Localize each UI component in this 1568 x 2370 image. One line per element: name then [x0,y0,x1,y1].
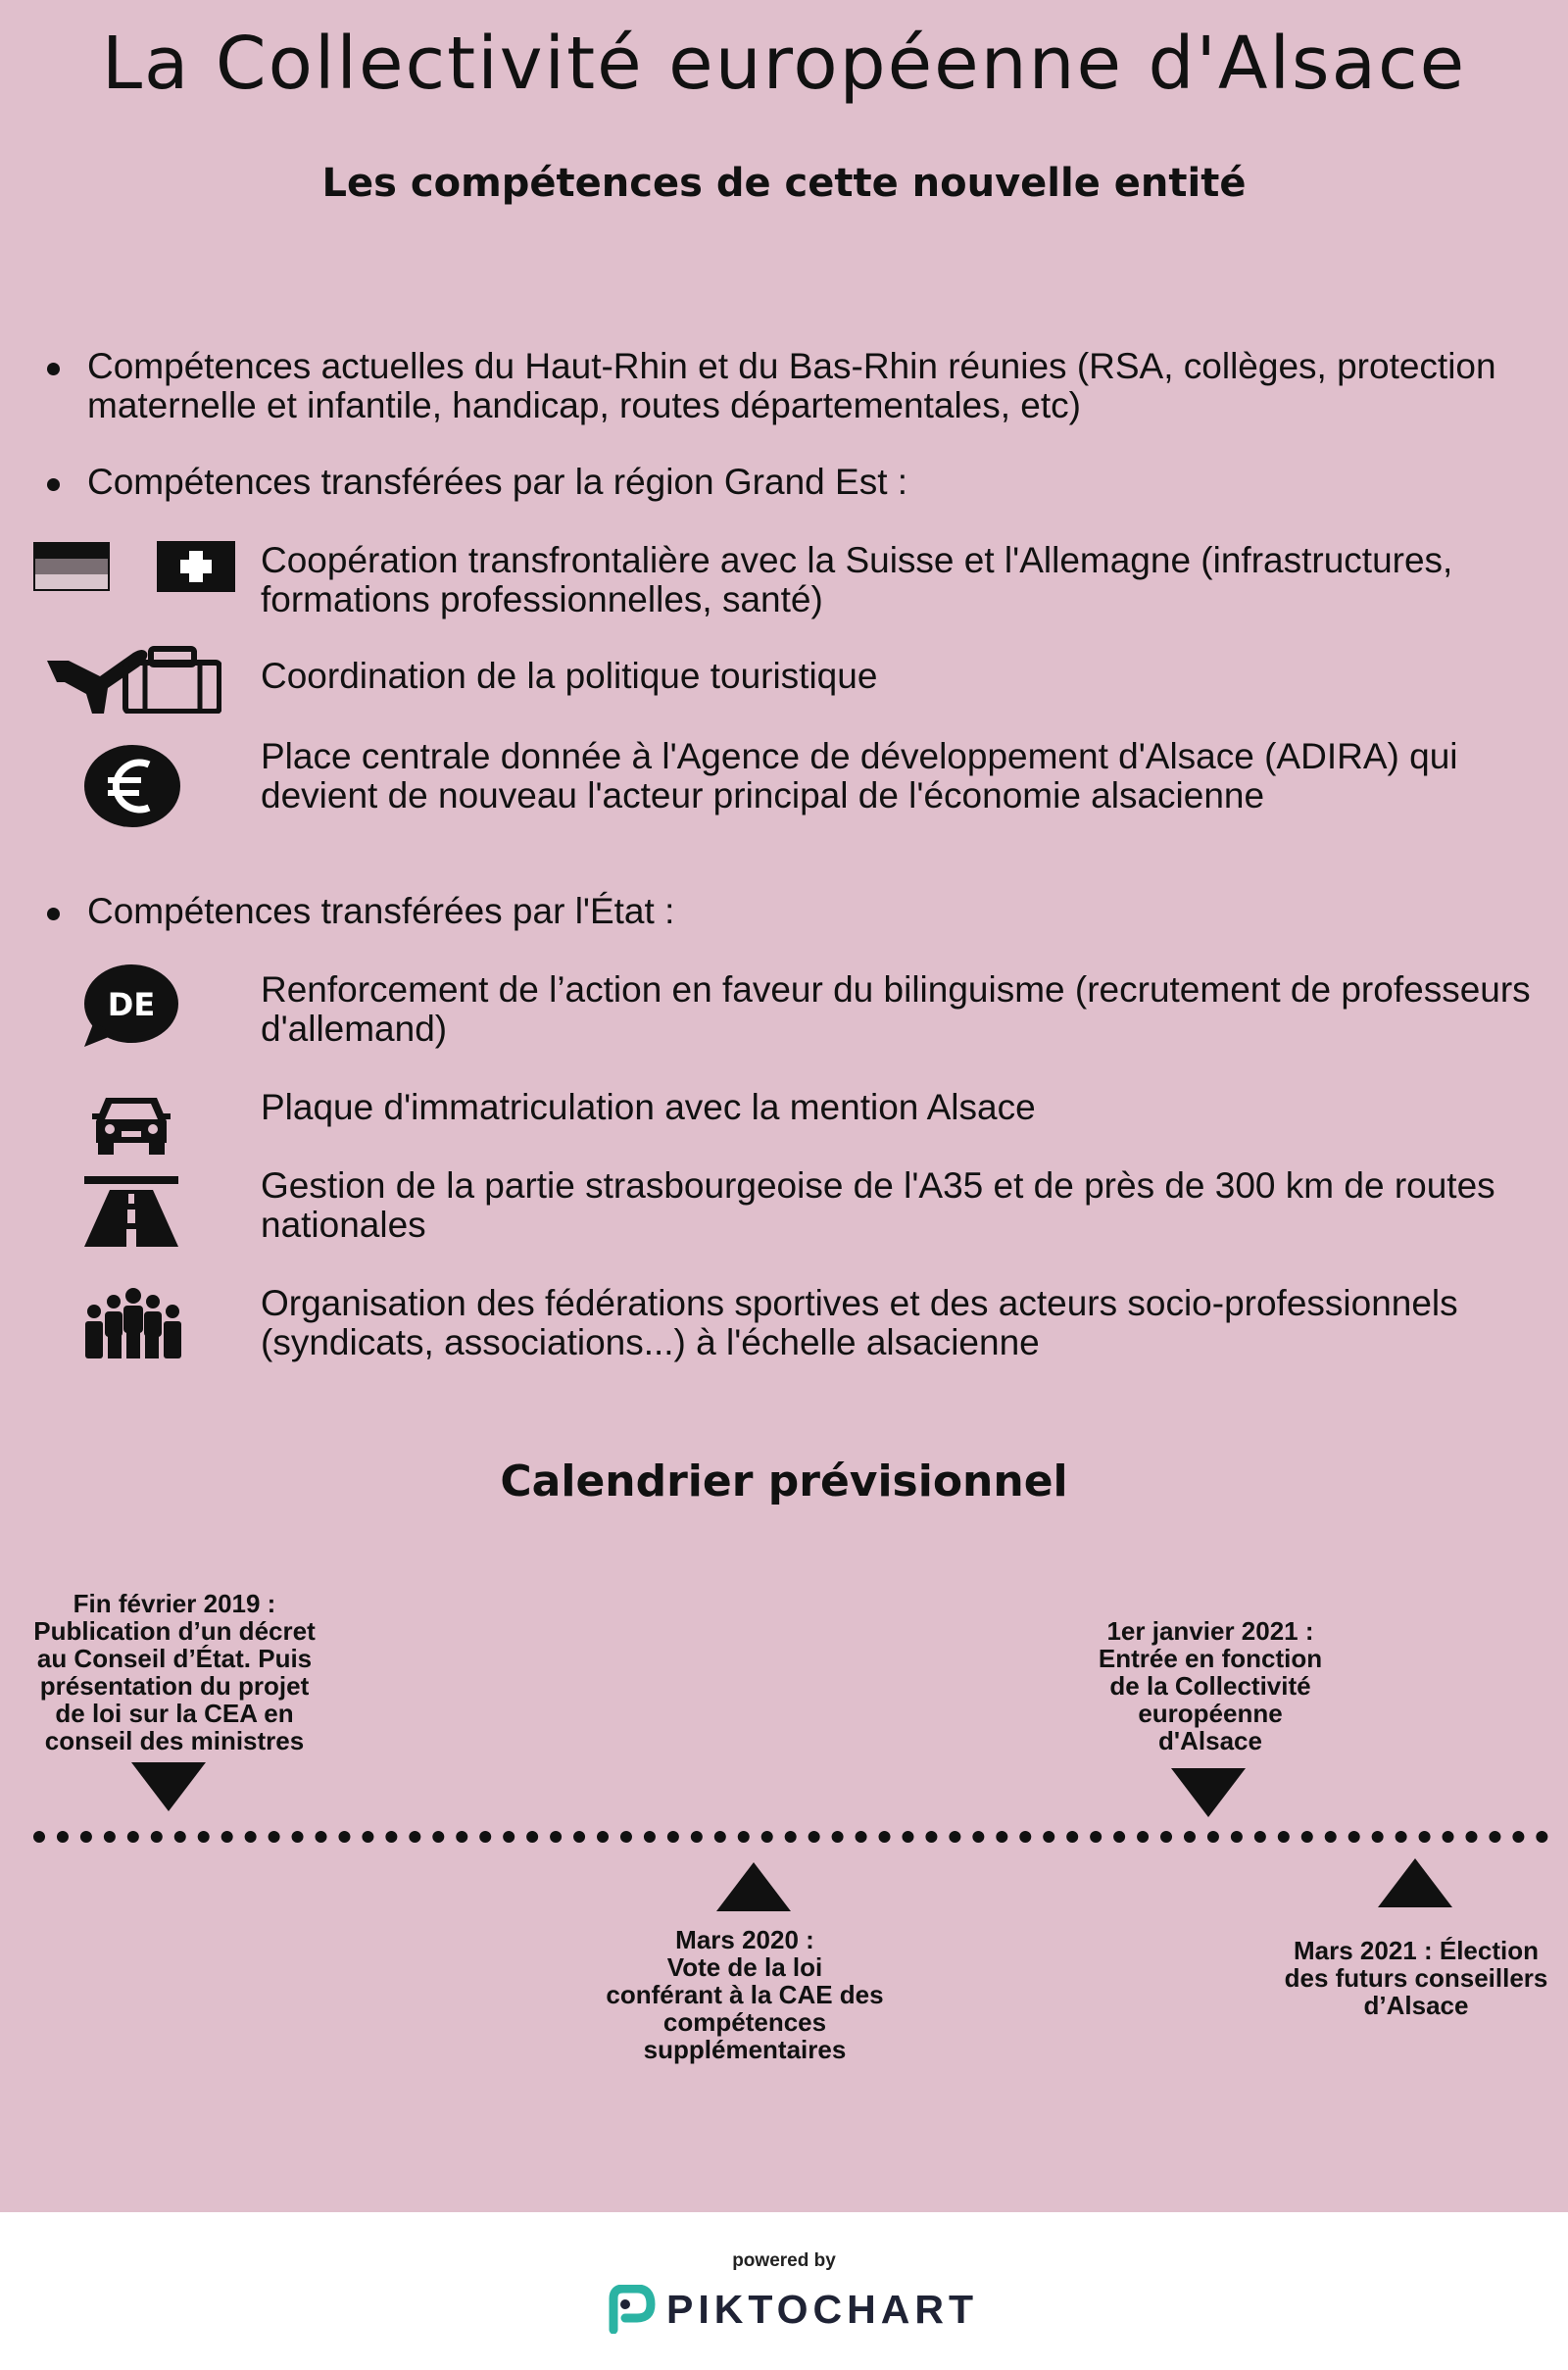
timeline-line: présentation du projet [39,1671,310,1701]
timeline-line: européenne [1138,1699,1283,1728]
people-group-icon [80,1288,186,1358]
timeline-marker-up [716,1862,791,1911]
bullet-text: Compétences transférées par l'État : [87,891,675,931]
bullet-text: Compétences actuelles du Haut-Rhin et du Bas-Rhin réunies (RSA, collèges, protection maternelle et infantile, handicap, routes départementales, etc) [87,346,1496,425]
state-item-license-plate: Plaque d'immatriculation avec la mention Alsace [261,1087,1036,1127]
plane-suitcase-icon [43,639,221,714]
region-item-adira: Place centrale donnée à l'Agence de développement d'Alsace (ADIRA) qui devient de nouveau l'acteur principal de l'économie alsacienne [261,736,1458,815]
timeline-line: Mars 2021 : Élection [1294,1936,1539,1965]
de-badge-text: DE [107,986,156,1023]
timeline-line: Publication d’un décret [33,1616,316,1646]
bullet-dot [47,363,60,375]
timeline-line: des futurs conseillers [1284,1963,1548,1993]
timeline-event-feb-2019 [20,1590,329,1754]
region-item-cooperation: Coopération transfrontalière avec la Suisse et l'Allemagne (infrastructures, formations professionnelles, santé) [261,540,1453,619]
timeline-event-mar-2021 [1274,1937,1558,2019]
bullet-state-competences [47,892,1566,933]
speech-bubble-de-icon [80,964,178,1049]
page-title: La Collectivité européenne d'Alsace [101,22,1467,106]
flags-icon [33,541,235,592]
timeline-line: Mars 2020 : [675,1925,814,1954]
piktochart-logo[interactable] [608,2281,979,2336]
timeline-event-jan-2021 [1078,1617,1343,1754]
timeline-event-mar-2020 [598,1926,892,2063]
timeline-line: conseil des ministres [44,1726,305,1755]
timeline-line: au Conseil d’État. Puis [36,1644,313,1673]
timeline-dotted-line [33,1831,1548,1843]
car-icon [92,1092,171,1157]
euro-icon [84,745,180,827]
piktochart-mark-icon [608,2285,657,2334]
timeline-line: d'Alsace [1158,1726,1262,1755]
timeline-line: Entrée en fonction [1098,1644,1323,1673]
state-item-sports: Organisation des fédérations sportives et des acteurs socio-professionnels (syndicats, associations...) à l'échelle alsacienne [261,1283,1458,1362]
bullet-text: Compétences transférées par la région Grand Est : [87,462,908,502]
state-item-bilingualism: Renforcement de l’action en faveur du bilinguisme (recrutement de professeurs d'allemand) [261,969,1531,1049]
timeline-line: 1er janvier 2021 : [1106,1616,1314,1646]
timeline-line: conférant à la CAE des [606,1980,884,2009]
timeline-line: d’Alsace [1363,1991,1469,2020]
timeline-marker-up [1378,1858,1452,1907]
calendar-title: Calendrier prévisionnel [500,1457,1068,1506]
timeline-line: Fin février 2019 : [73,1589,276,1618]
timeline-line: de loi sur la CEA en [55,1699,294,1728]
bullet-dot [47,908,60,920]
region-item-tourism: Coordination de la politique touristique [261,656,878,696]
bullet-region-competences [47,463,1566,504]
road-icon [84,1176,178,1247]
powered-by-text: powered by [732,2250,836,2271]
timeline-line: Vote de la loi [666,1952,823,1982]
bullet-current-competences [47,347,1566,429]
bullet-dot [47,478,60,491]
timeline-line: de la Collectivité [1109,1671,1311,1701]
piktochart-wordmark: PIKTOCHART [666,2287,979,2332]
timeline-marker-down [131,1762,206,1811]
timeline-marker-down [1171,1768,1246,1817]
state-item-roads: Gestion de la partie strasbourgeoise de l'A35 et de près de 300 km de routes nationales [261,1165,1495,1245]
page-subtitle: Les compétences de cette nouvelle entité [321,161,1247,206]
timeline-line: supplémentaires [643,2035,847,2064]
timeline-line: compétences [662,2007,827,2037]
